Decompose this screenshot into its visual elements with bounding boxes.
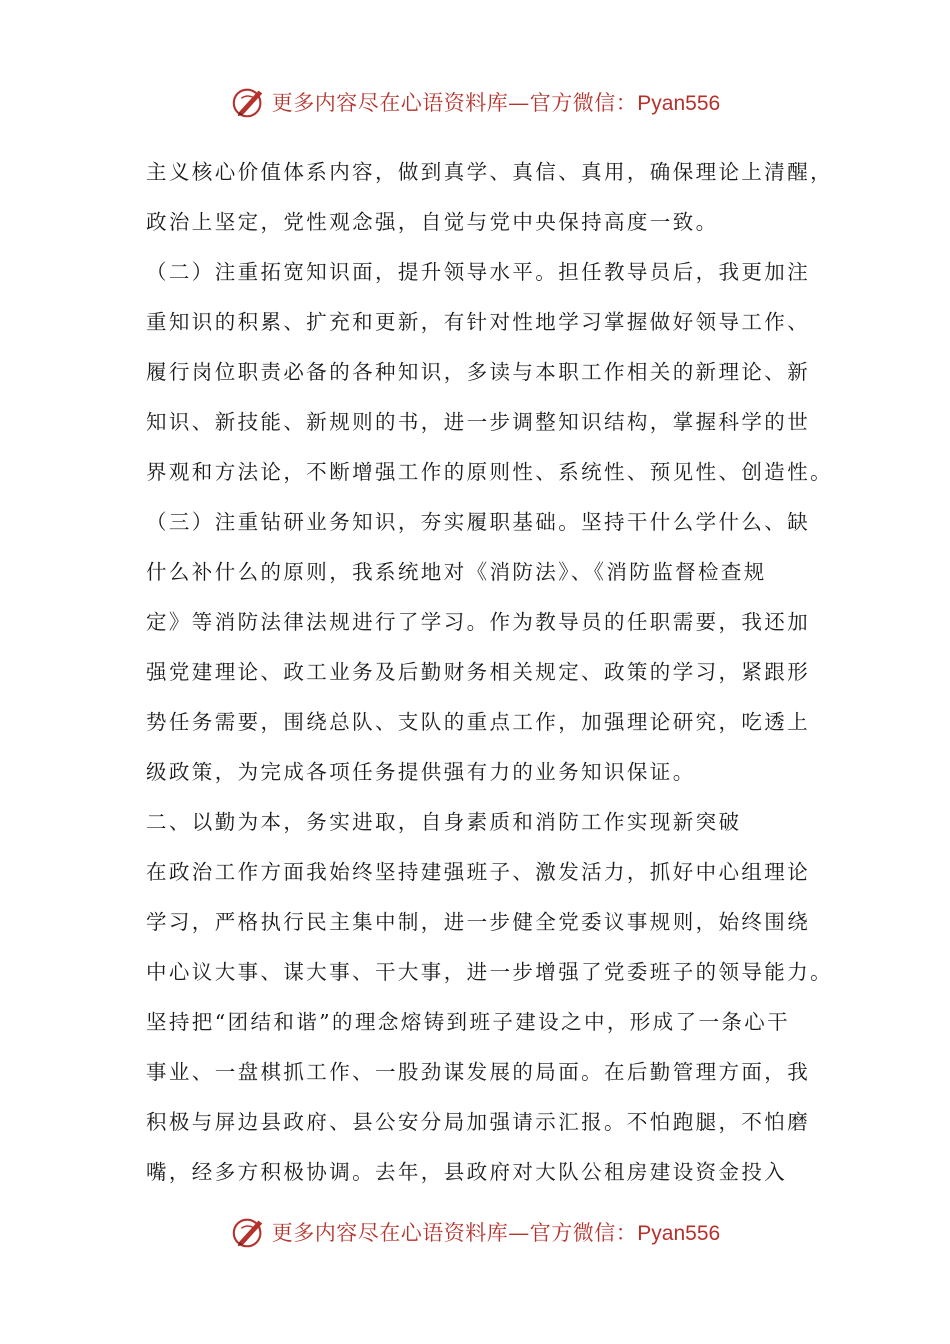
pen-logo-icon bbox=[230, 83, 268, 121]
watermark-text: 更多内容尽在心语资料库—官方微信：Pyan556 bbox=[271, 1221, 721, 1245]
wechat-id: Pyan556 bbox=[637, 92, 721, 115]
footer-watermark bbox=[0, 1210, 950, 1254]
text-line: 主义核心价值体系内容，做到真学、真信、真用，确保理论上清醒， bbox=[146, 160, 833, 184]
text-line: 积极与屏边县政府、县公安分局加强请示汇报。不怕跑腿，不怕磨 bbox=[146, 1110, 811, 1134]
text-line: 学习，严格执行民主集中制，进一步健全党委议事规则，始终围绕 bbox=[146, 910, 811, 934]
text-line: 中心议大事、谋大事、干大事，进一步增强了党委班子的领导能力。 bbox=[146, 960, 833, 984]
document-body bbox=[146, 147, 833, 1197]
pen-logo-icon bbox=[230, 1213, 268, 1251]
text-line: 重知识的积累、扩充和更新，有针对性地学习掌握做好领导工作、 bbox=[146, 310, 811, 334]
text-line: 界观和方法论，不断增强工作的原则性、系统性、预见性、创造性。 bbox=[146, 460, 833, 484]
text-line: 级政策，为完成各项任务提供强有力的业务知识保证。 bbox=[146, 760, 696, 784]
text-line: 定》等消防法律法规进行了学习。作为教导员的任职需要，我还加 bbox=[146, 610, 811, 634]
text-line: （二）注重拓宽知识面，提升领导水平。担任教导员后，我更加注 bbox=[146, 260, 811, 284]
text-line: 在政治工作方面我始终坚持建强班子、激发活力，抓好中心组理论 bbox=[146, 860, 811, 884]
wechat-id: Pyan556 bbox=[637, 1222, 721, 1245]
text-line: （三）注重钻研业务知识，夯实履职基础。坚持干什么学什么、缺 bbox=[146, 510, 811, 534]
text-line: 履行岗位职责必备的各种知识，多读与本职工作相关的新理论、新 bbox=[146, 360, 811, 384]
header-watermark bbox=[0, 80, 950, 124]
text-line: 强党建理论、政工业务及后勤财务相关规定、政策的学习，紧跟形 bbox=[146, 660, 811, 684]
section-heading: 二、以勤为本，务实进取，自身素质和消防工作实现新突破 bbox=[146, 810, 742, 834]
text-line: 什么补什么的原则，我系统地对《消防法》、《消防监督检查规 bbox=[146, 560, 767, 584]
text-line: 坚持把“团结和谐”的理念熔铸到班子建设之中，形成了一条心干 bbox=[146, 1010, 791, 1034]
text-line: 事业、一盘棋抓工作、一股劲谋发展的局面。在后勤管理方面，我 bbox=[146, 1060, 811, 1084]
text-line: 嘴，经多方积极协调。去年，县政府对大队公租房建设资金投入 bbox=[146, 1160, 788, 1184]
text-line: 政治上坚定，党性观念强，自觉与党中央保持高度一致。 bbox=[146, 210, 719, 234]
watermark-text: 更多内容尽在心语资料库—官方微信：Pyan556 bbox=[271, 91, 721, 115]
text-line: 知识、新技能、新规则的书，进一步调整知识结构，掌握科学的世 bbox=[146, 410, 811, 434]
text-line: 势任务需要，围绕总队、支队的重点工作，加强理论研究，吃透上 bbox=[146, 710, 811, 734]
